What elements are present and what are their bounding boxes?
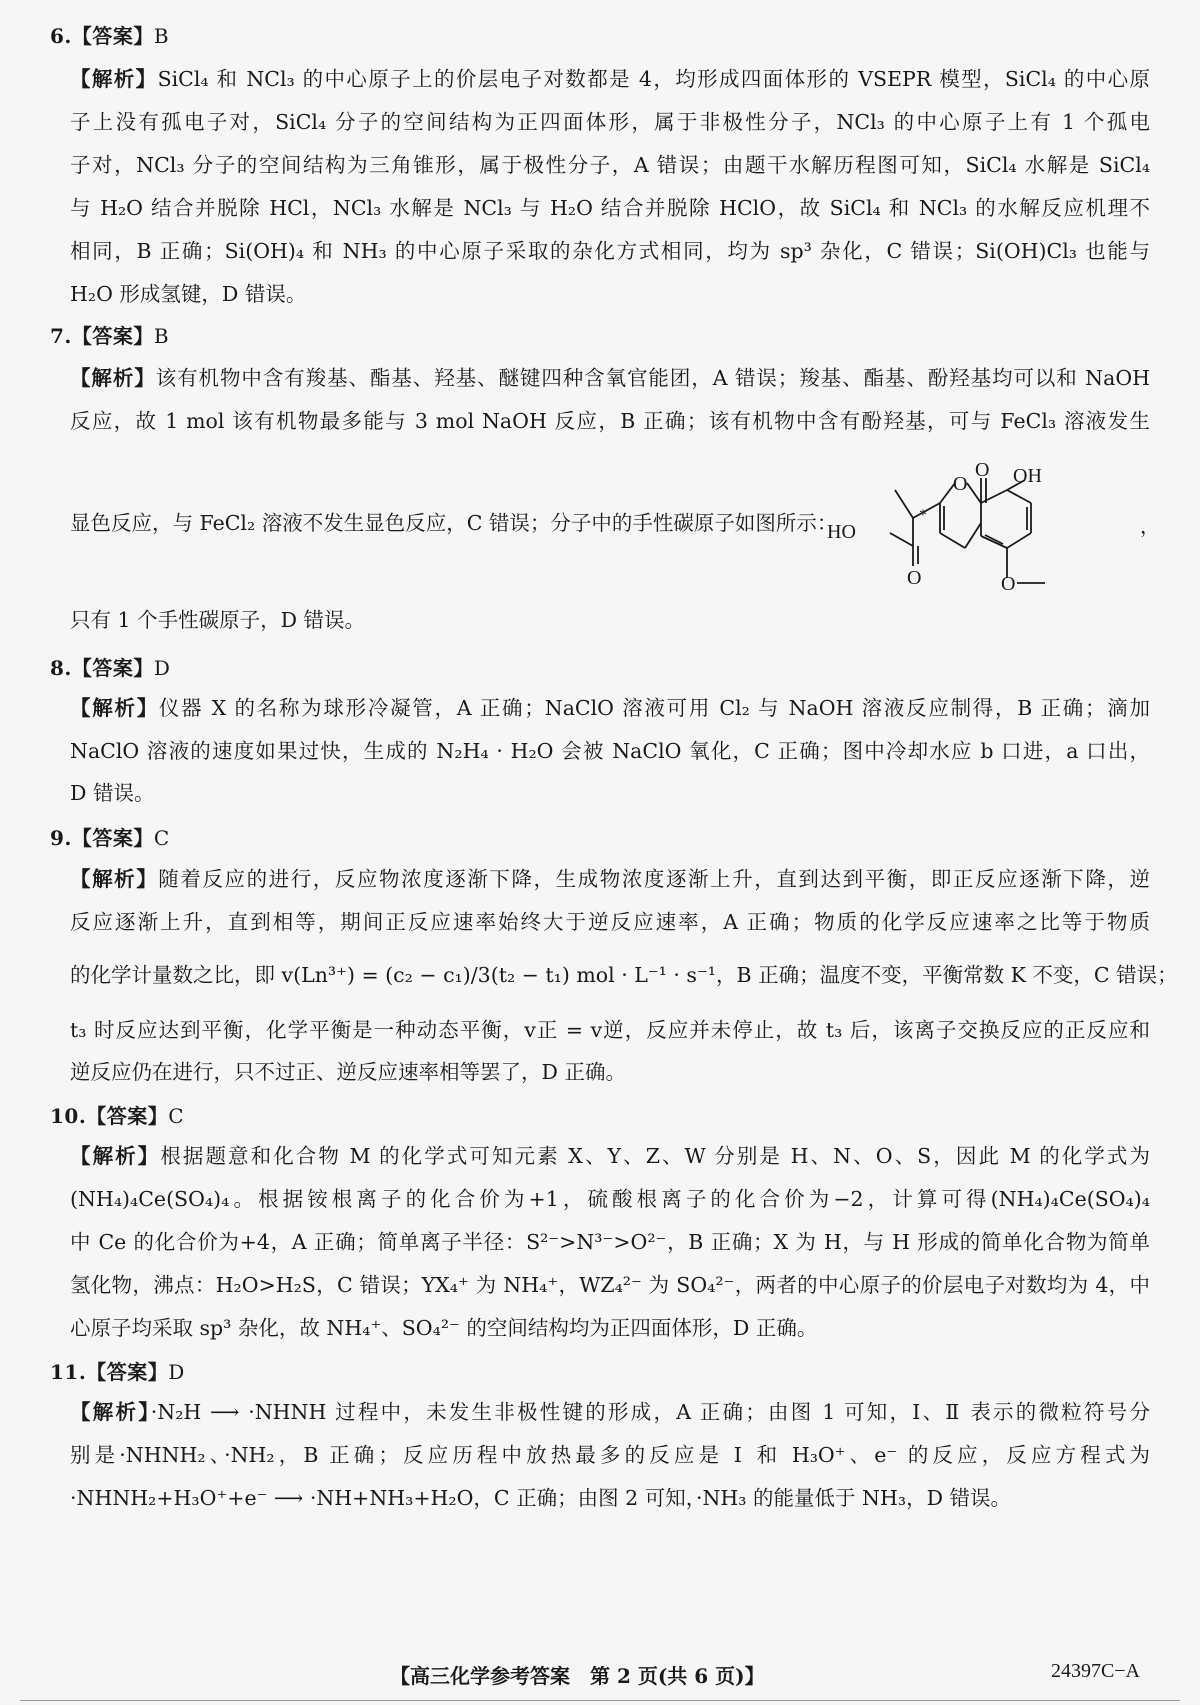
- label-oh-top: OH: [1013, 465, 1042, 487]
- q6-line-2: 子上没有孤电子对，SiCl₄ 分子的空间结构为正四面体形，属于非极性分子，NCl₃ 的中心原子上有 1 个孤电: [70, 110, 1150, 134]
- q8-number: 8.: [50, 656, 72, 680]
- q6-answer-label: 【答案】: [71, 24, 154, 48]
- q11-line-3: ·NHNH₂+H₃O⁺+e⁻ ⟶ ·NH+NH₃+H₂O，C 正确；由图 2 可知，·NH₃ 的能量低于 NH₃，D 错误。: [70, 1486, 1012, 1510]
- q6-analysis-label: 【解析】: [70, 67, 158, 91]
- bond-c-oh: [890, 533, 913, 546]
- q9-line-2: 反应逐渐上升，直到相等，期间正反应速率始终大于逆反应速率，A 正确；物质的化学反应速率之比等于物质: [70, 910, 1150, 934]
- q9-answer: C: [153, 826, 170, 850]
- q9-number: 9.: [50, 826, 72, 850]
- q10-line-2: (NH₄)₄Ce(SO₄)₄。根据铵根离子的化合价为+1，硫酸根离子的化合价为−2，计算可得(NH₄)₄Ce(SO₄)₄: [70, 1187, 1150, 1211]
- label-ring-o: O: [953, 473, 968, 495]
- q10-line-1: 【解析】根据题意和化合物 M 的化学式可知元素 X、Y、Z、W 分别是 H、N、O、S，因此 M 的化学式为: [70, 1144, 1151, 1168]
- label-ho: HO: [827, 521, 856, 543]
- q9-answer-label: 【答案】: [71, 826, 154, 850]
- q6-header: [50, 20, 169, 49]
- q10-line-3: 中 Ce 的化合价为+4，A 正确；简单离子半径：S²⁻>N³⁻>O²⁻，B 正确；X 为 H，与 H 形成的简单化合物为简单: [70, 1230, 1150, 1254]
- q11-line-2: 别是·NHNH₂、·NH₂，B 正确；反应历程中放热最多的反应是 Ⅰ 和 H₃O⁺、e⁻ 的反应，反应方程式为: [70, 1443, 1150, 1467]
- q7-structure-comma: ，: [1140, 514, 1160, 538]
- q7-header: [50, 320, 169, 349]
- q7-number: 7.: [50, 324, 72, 348]
- q6-line-3: 子对，NCl₃ 分子的空间结构为三角锥形，属于极性分子，A 错误；由题干水解历程图可知，SiCl₄ 水解是 SiCl₄: [70, 153, 1150, 177]
- q9-line-1: 【解析】随着反应的进行，反应物浓度逐渐下降，生成物浓度逐渐上升，直到达到平衡，即正反应逐渐下降，逆: [70, 867, 1151, 891]
- q7-line-2: 反应，故 1 mol 该有机物最多能与 3 mol NaOH 反应，B 正确；该有机物中含有酚羟基，可与 FeCl₃ 溶液发生: [70, 409, 1150, 433]
- q6-line-1: 【解析】SiCl₄ 和 NCl₃ 的中心原子上的价层电子对数都是 4，均形成四面体形的 VSEPR 模型，SiCl₄ 的中心原: [70, 67, 1150, 91]
- q8-header: [50, 652, 170, 681]
- q9-analysis-label: 【解析】: [70, 867, 159, 891]
- label-acid-o: O: [907, 567, 922, 589]
- q8-answer-label: 【答案】: [71, 656, 154, 680]
- bond-methyl: [895, 490, 913, 518]
- q9-line-3: 的化学计量数之比，即 v(Ln³⁺) = (c₂ − c₁)/3(t₂ − t₁) mol · L⁻¹ · s⁻¹，B 正确；温度不变，平衡常数 K 不变，C 错误；: [70, 963, 1178, 987]
- q10-analysis-label: 【解析】: [70, 1144, 161, 1168]
- q11-number: 11.: [50, 1360, 87, 1384]
- q9-header: [50, 822, 170, 851]
- label-chiral-star: *: [919, 507, 927, 524]
- q10-number: 10.: [50, 1104, 87, 1128]
- q11-answer: D: [168, 1360, 185, 1384]
- q11-line-1: 【解析】·N₂H ⟶ ·NHNH 过程中，未发生非极性键的形成，A 正确；由图 1 可知，Ⅰ、Ⅱ 表示的微粒符号分: [70, 1400, 1151, 1424]
- q8-line-2: NaClO 溶液的速度如果过快，生成的 N₂H₄ · H₂O 会被 NaClO 氧化，C 正确；图中冷却水应 b 口进，a 口出，: [70, 739, 1150, 763]
- label-carbonyl-o: O: [975, 459, 990, 481]
- footer-page-info: 【高三化学参考答案 第 2 页(共 6 页)】: [390, 1664, 765, 1688]
- q7-line-4: 只有 1 个手性碳原子，D 错误。: [70, 608, 366, 632]
- q7-answer-label: 【答案】: [71, 324, 154, 348]
- footer-divider: [20, 1700, 1180, 1701]
- page-footer: [0, 1660, 1200, 1690]
- footer-code: 24397C−A: [1050, 1660, 1140, 1682]
- q6-line-6: H₂O 形成氢键，D 错误。: [70, 282, 307, 306]
- q10-line-4: 氢化物，沸点：H₂O>H₂S，C 错误；YX₄⁺ 为 NH₄⁺，WZ₄²⁻ 为 SO₄²⁻，两者的中心原子的价层电子对数均为 4，中: [70, 1273, 1150, 1297]
- q10-answer-label: 【答案】: [86, 1104, 169, 1128]
- q10-header: [50, 1100, 184, 1129]
- q11-analysis-label: 【解析】: [70, 1400, 151, 1424]
- q8-line-1: 【解析】仪器 X 的名称为球形冷凝管，A 正确；NaClO 溶液可用 Cl₂ 与 NaOH 溶液反应制得，B 正确；滴加: [70, 696, 1150, 720]
- q6-number: 6.: [50, 24, 72, 48]
- q8-analysis-label: 【解析】: [70, 696, 159, 720]
- q10-line-5: 心原子均采取 sp³ 杂化，故 NH₄⁺、SO₄²⁻ 的空间结构均为正四面体形，D 正确。: [70, 1316, 818, 1340]
- q8-line-3: D 错误。: [70, 781, 155, 805]
- q7-line-3: 显色反应，与 FeCl₂ 溶液不发生显色反应，C 错误；分子中的手性碳原子如图所示：: [70, 511, 838, 535]
- q10-answer: C: [168, 1104, 185, 1128]
- q9-line-5: 逆反应仍在进行，只不过正、逆反应速率相等罢了，D 正确。: [70, 1060, 626, 1084]
- q11-answer-label: 【答案】: [86, 1360, 169, 1384]
- q6-line-4: 与 H₂O 结合并脱除 HCl，NCl₃ 水解是 NCl₃ 与 H₂O 结合并脱除 HClO，故 SiCl₄ 和 NCl₃ 的水解反应机理不: [70, 196, 1150, 220]
- q6-answer: B: [153, 24, 170, 48]
- q7-answer: B: [153, 324, 170, 348]
- q7-analysis-label: 【解析】: [70, 366, 156, 390]
- q8-answer: D: [153, 656, 171, 680]
- q11-header: [50, 1356, 185, 1385]
- q6-line-5: 相同，B 正确；Si(OH)₄ 和 NH₃ 的中心原子采取的杂化方式相同，均为 sp³ 杂化，C 错误；Si(OH)Cl₃ 也能与: [70, 239, 1150, 263]
- q9-line-4: t₃ 时反应达到平衡，化学平衡是一种动态平衡，v正 = v逆，反应并未停止，故 t₃ 后，该离子交换反应的正反应和: [70, 1018, 1150, 1042]
- label-ether-o: O: [1001, 573, 1016, 595]
- q7-line-1: 【解析】该有机物中含有羧基、酯基、羟基、醚键四种含氧官能团，A 错误；羧基、酯基、酚羟基均可以和 NaOH: [70, 366, 1151, 390]
